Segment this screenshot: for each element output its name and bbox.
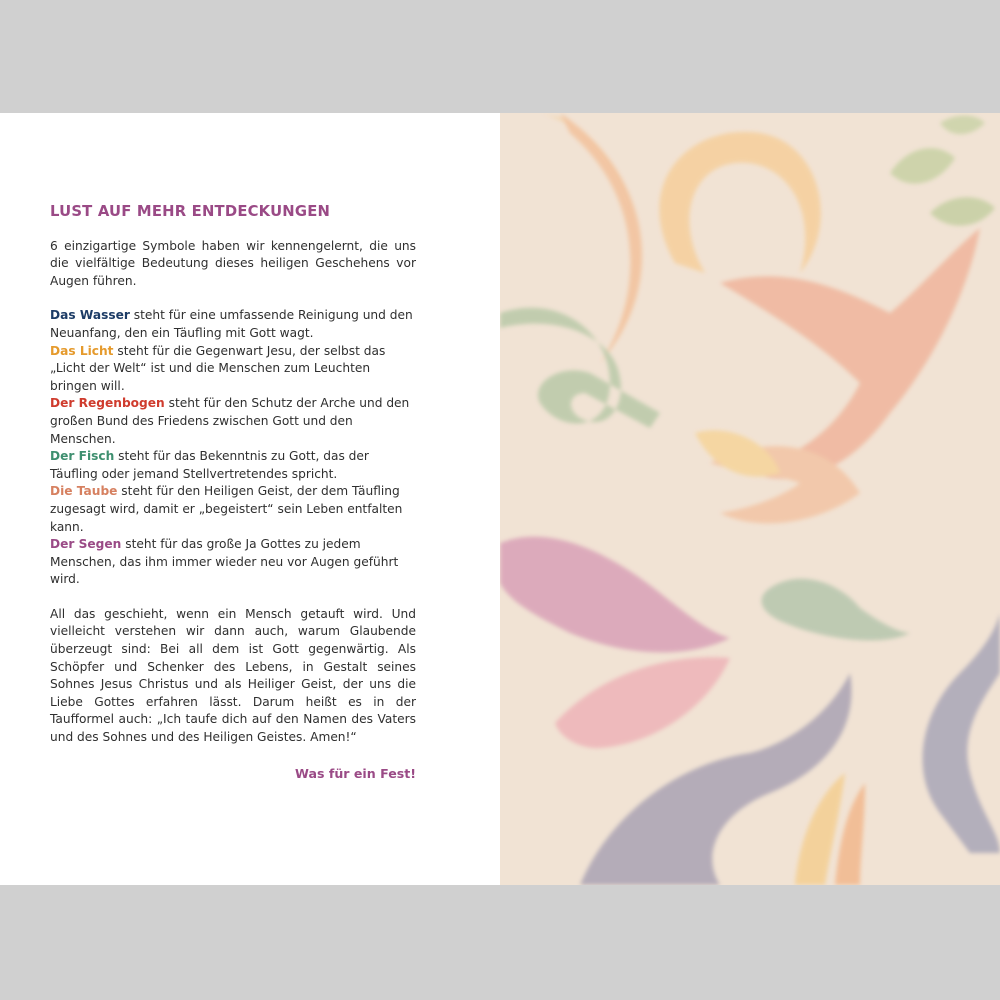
symbol-text: steht für das große Ja Gottes zu jedem Menschen, das ihm immer wieder neu vor Augen geführt wird. (50, 537, 399, 587)
symbol-term: Der Segen (50, 537, 122, 552)
symbol-term: Das Wasser (50, 308, 130, 323)
outro-paragraph: All das geschieht, wenn ein Mensch getauft wird. Und vielleicht verstehen wir dann auch, warum Glaubende überzeugt sind: Bei all dem ist Gott gegenwärtig. Als Schöpfer und Schenker des Lebens, in Gestalt seines Sohnes Jesus Christus und als Heiliger Geist, der uns die Liebe Gottes erfahren lässt. Darum heißt es in der Taufformel auch: „Ich taufe dich auf den Namen des Vaters und des Sohnes und des Heiligen Geistes. Amen!“ (50, 606, 416, 745)
watercolor-shapes-illustration (500, 113, 1000, 885)
symbol-text: steht für das Bekenntnis zu Gott, das der Täufling oder jemand Stellvertretendes spricht. (50, 449, 369, 481)
symbol-term: Die Taube (50, 484, 118, 499)
peach-crescent-shape (659, 132, 820, 273)
left-page (0, 113, 500, 885)
text-column (50, 203, 416, 782)
mauve-lip-shape (500, 537, 730, 653)
symbol-term: Der Regenbogen (50, 396, 165, 411)
symbol-entry-fisch (50, 448, 416, 483)
intro-paragraph: 6 einzigartige Symbole haben wir kennengelernt, die uns die vielfältige Bedeutung dieses heiligen Geschehens vor Augen führen. (50, 238, 416, 288)
book-spread (0, 113, 1000, 885)
symbol-term: Das Licht (50, 343, 114, 358)
green-ribbon-shape (500, 308, 660, 428)
symbol-entry-segen (50, 536, 416, 589)
grey-curl-shape (923, 613, 1000, 853)
yellow-leaf-shape (695, 430, 780, 476)
symbol-term: Der Fisch (50, 449, 115, 464)
symbol-list (50, 307, 416, 589)
green-leaf-shape (930, 197, 995, 225)
pink-lip-shape (555, 657, 730, 748)
symbol-entry-wasser (50, 307, 416, 342)
green-leaf-shape (940, 116, 985, 135)
green-drop-shape (762, 579, 910, 641)
green-leaf-shape (890, 148, 955, 183)
symbol-text: steht für den Schutz der Arche und den großen Bund des Friedens zwischen Gott und den Menschen. (50, 396, 410, 446)
page-heading: LUST AUF MEHR ENTDECKUNGEN (50, 203, 331, 220)
symbol-entry-taube (50, 483, 416, 536)
symbol-entry-licht (50, 343, 416, 396)
salmon-bird-shape (720, 228, 980, 479)
closing-line: Was für ein Fest! (295, 765, 416, 781)
watercolor-artwork-page (500, 113, 1000, 885)
symbol-entry-regenbogen (50, 395, 416, 448)
symbol-text: steht für den Heiligen Geist, der dem Täufling zugesagt wird, damit er „begeistert“ sein Leben entfalten kann. (50, 484, 403, 534)
symbol-text: steht für eine umfassende Reinigung und den Neuanfang, den ein Täufling mit Gott wagt. (50, 308, 413, 340)
symbol-text: steht für die Gegenwart Jesu, der selbst das „Licht der Welt“ ist und die Menschen zum Leuchten bringen will. (50, 343, 386, 393)
